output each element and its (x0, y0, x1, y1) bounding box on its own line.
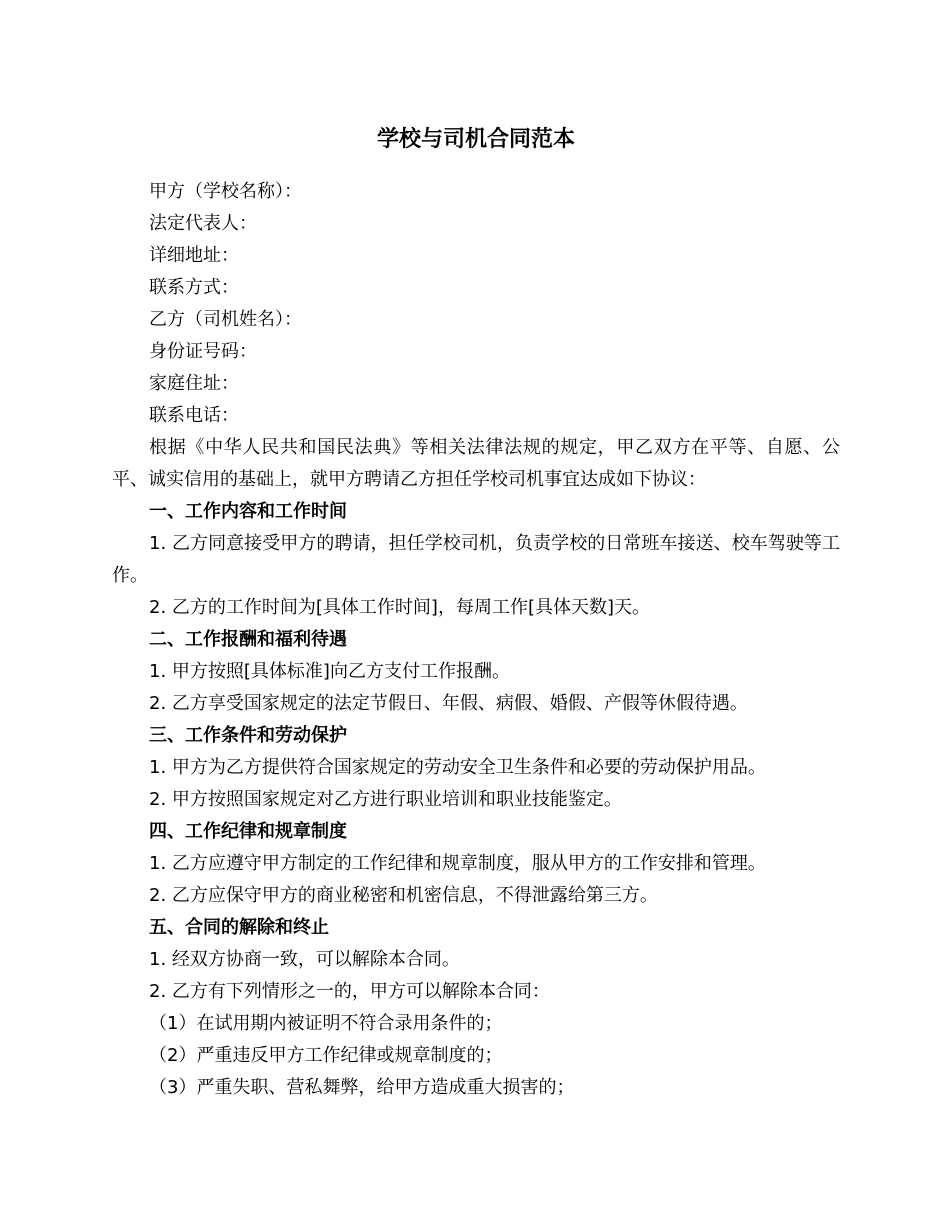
legal-representative-line: 法定代表人： (149, 213, 257, 234)
section-item: 2. 乙方的工作时间为[具体工作时间]，每周工作[具体天数]天。 (149, 597, 650, 618)
party-info-block (112, 176, 840, 432)
section-heading: 五、合同的解除和终止 (149, 917, 329, 938)
section-item: 2. 乙方有下列情形之一的，甲方可以解除本合同： (149, 981, 550, 1002)
party-b-address-line: 家庭住址： (149, 373, 239, 394)
document-title: 学校与司机合同范本 (376, 127, 575, 152)
party-a-contact-line: 联系方式： (149, 277, 239, 298)
section-2 (112, 624, 840, 720)
section-subitem: （1）在试用期内被证明不符合录用条件的； (149, 1013, 503, 1034)
section-subitem: （3）严重失职、营私舞弊，给甲方造成重大损害的； (149, 1077, 575, 1098)
section-4 (112, 816, 840, 912)
section-5 (112, 912, 840, 1104)
section-heading: 三、工作条件和劳动保护 (149, 725, 347, 746)
party-a-address-line: 详细地址： (149, 245, 239, 266)
party-b-phone-line: 联系电话： (149, 405, 239, 426)
section-item: 2. 乙方应保守甲方的商业秘密和机密信息，不得泄露给第三方。 (149, 885, 658, 906)
preamble-paragraph: 根据《中华人民共和国民法典》等相关法律法规的规定，甲乙双方在平等、自愿、公平、诚实信用的基础上，就甲方聘请乙方担任学校司机事宜达成如下协议： (112, 437, 840, 490)
section-item: 2. 甲方按照国家规定对乙方进行职业培训和职业技能鉴定。 (149, 789, 622, 810)
section-item: 1. 经双方协商一致，可以解除本合同。 (149, 949, 460, 970)
section-3 (112, 720, 840, 816)
section-1 (112, 496, 840, 624)
section-heading: 一、工作内容和工作时间 (149, 501, 347, 522)
section-item: 1. 甲方为乙方提供符合国家规定的劳动安全卫生条件和必要的劳动保护用品。 (149, 757, 766, 778)
party-b-id-line: 身份证号码： (149, 341, 257, 362)
section-item: 1. 甲方按照[具体标准]向乙方支付工作报酬。 (149, 661, 510, 682)
section-heading: 二、工作报酬和福利待遇 (149, 629, 347, 650)
section-subitem: （2）严重违反甲方工作纪律或规章制度的； (149, 1045, 503, 1066)
party-a-name-line: 甲方（学校名称）： (149, 181, 302, 202)
section-item: 1. 乙方同意接受甲方的聘请，担任学校司机，负责学校的日常班车接送、校车驾驶等工作。 (112, 533, 840, 586)
section-heading: 四、工作纪律和规章制度 (149, 821, 347, 842)
section-item: 2. 乙方享受国家规定的法定节假日、年假、病假、婚假、产假等休假待遇。 (149, 693, 748, 714)
section-item: 1. 乙方应遵守甲方制定的工作纪律和规章制度，服从甲方的工作安排和管理。 (149, 853, 766, 874)
party-b-name-line: 乙方（司机姓名）： (149, 309, 302, 330)
